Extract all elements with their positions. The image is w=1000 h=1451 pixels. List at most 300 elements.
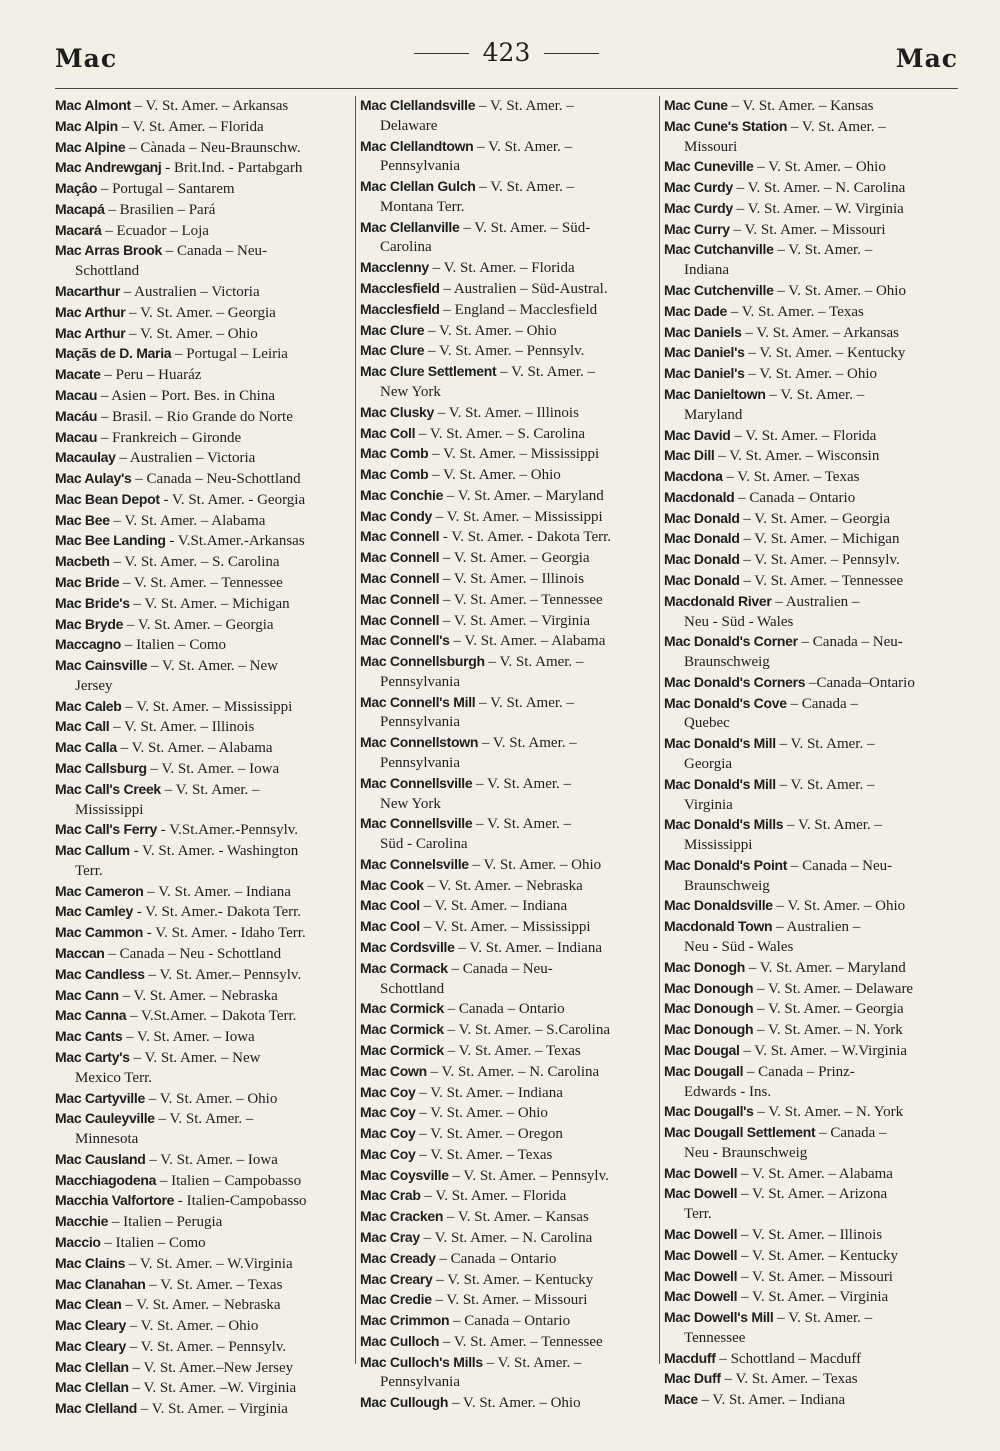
entry-continuation: Terr.: [684, 1206, 712, 1223]
gazetteer-entry: [55, 138, 351, 159]
entry-location: – V. St. Amer. –: [478, 98, 574, 114]
gazetteer-entry: [664, 240, 964, 281]
entry-headword: Macbeth: [55, 553, 110, 570]
gazetteer-entry: [360, 279, 658, 300]
gazetteer-entry: [360, 486, 658, 507]
gazetteer-entry: [664, 446, 964, 467]
entry-headword: Mac Curdy: [664, 199, 733, 216]
entry-headword: Mac Connellsville: [360, 774, 473, 791]
entry-headword: Mac Cune: [664, 97, 728, 113]
entry-location: – V. St. Amer. – Michigan: [743, 531, 900, 548]
entry-headword: Macapá: [55, 200, 105, 217]
entry-headword: Mac Clellandsville: [360, 97, 476, 113]
entry-headword: Mac Dowell: [664, 1288, 738, 1305]
gazetteer-entry: [55, 221, 351, 242]
entry-location: – Brasil. – Rio Grande do Norte: [100, 408, 293, 425]
entry-headword: Mac Donaldsville: [664, 897, 773, 914]
entry-location: – V. St. Amer. – Kentucky: [436, 1271, 594, 1288]
entry-location: –Canada–Ontario: [809, 674, 915, 691]
entry-headword: Mac Dade: [664, 302, 727, 319]
gazetteer-entry: [664, 1246, 964, 1267]
entry-location: – V. St. Amer. – Indiana: [458, 940, 602, 957]
entry-continuation: Neu - Süd - Wales: [684, 613, 794, 630]
entry-location: – Canada –: [819, 1125, 887, 1142]
entry-headword: Mac Cready: [360, 1249, 436, 1266]
gazetteer-entry: [664, 1287, 964, 1308]
gazetteer-entry: [360, 814, 658, 855]
entry-location: – V. St. Amer. – Ohio: [776, 898, 906, 915]
gazetteer-entry: [55, 1191, 351, 1212]
entry-location: – V. St. Amer. –: [476, 816, 572, 833]
entry-location: - V.St.Amer.-Arkansas: [169, 533, 305, 550]
right-running-head: Mac: [895, 44, 958, 73]
gazetteer-entry: [664, 385, 964, 426]
entry-location: – V. St. Amer. – N. York: [757, 1022, 903, 1039]
entry-location: – V. St. Amer. – Pennsylv.: [743, 552, 900, 569]
gazetteer-entry: [360, 137, 658, 178]
entry-continuation: Schottland: [380, 980, 445, 997]
entry-location: – V. St. Amer. – Mississippi: [125, 698, 293, 715]
gazetteer-entry: [55, 1233, 351, 1254]
entry-location: – V. St. Amer. – Virginia: [140, 1401, 288, 1418]
entry-location: – V. St. Amer. – Indiana: [419, 1084, 563, 1101]
entry-location: – V. St. Amer. – Florida: [734, 427, 877, 444]
entry-location: – V. St. Amer. – Kansas: [731, 98, 874, 114]
entry-headword: Mac Call's Creek: [55, 780, 161, 797]
gazetteer-entry: [360, 1041, 658, 1062]
entry-location: – V. St. Amer. – Texas: [724, 1371, 858, 1388]
entry-headword: Mac Clellandtown: [360, 137, 474, 154]
entry-location: – Ecuador – Loja: [105, 222, 209, 239]
entry-headword: Maccan: [55, 945, 105, 962]
gazetteer-entry: [55, 1316, 351, 1337]
column-3: [664, 96, 964, 1411]
gazetteer-entry: [360, 527, 658, 548]
entry-location: – V. St. Amer. – Delaware: [757, 980, 914, 997]
entry-location: – Canada – Ontario: [447, 1001, 565, 1018]
entry-location: – V. St. Amer. – Ohio: [427, 322, 557, 339]
entry-continuation: Missouri: [684, 138, 738, 155]
gazetteer-entry: [55, 841, 351, 882]
gazetteer-entry: [55, 344, 351, 365]
gazetteer-entry: [55, 1295, 351, 1316]
gazetteer-entry: [55, 738, 351, 759]
gazetteer-entry: [55, 428, 351, 449]
entry-location: – V. St. Amer. –: [500, 364, 596, 381]
gazetteer-entry: [55, 282, 351, 303]
entry-headword: Mac Danieltown: [664, 385, 766, 402]
gazetteer-entry: [664, 1225, 964, 1246]
gazetteer-entry: [360, 896, 658, 917]
gazetteer-entry: [360, 733, 658, 774]
entry-location: – V. St. Amer. – N. Carolina: [423, 1229, 593, 1246]
entry-headword: Macdonald: [664, 488, 735, 505]
entry-headword: Mac Arthur: [55, 303, 126, 320]
entry-continuation: Minnesota: [75, 1131, 139, 1148]
gazetteer-entry: [664, 1369, 964, 1390]
entry-location: – V. St. Amer. – Wisconsin: [718, 448, 880, 465]
entry-location: – Australien –: [776, 919, 861, 936]
entry-location: – V. St. Amer. – Virginia: [442, 612, 591, 629]
entry-location: – V. St. Amer. – Ohio: [129, 325, 258, 342]
entry-location: – V. St. Amer. – Ohio: [451, 1395, 581, 1412]
gazetteer-entry: [664, 96, 964, 117]
entry-headword: Mac Donald's Cove: [664, 694, 787, 711]
entry-headword: Mac Bee: [55, 511, 110, 528]
entry-headword: Mac Bee Landing: [55, 532, 166, 549]
entry-headword: Mac Connellsville: [360, 815, 473, 832]
entry-headword: Mac Clean: [55, 1296, 122, 1313]
gazetteer-entry: [664, 632, 964, 673]
entry-continuation: Jersey: [75, 677, 113, 694]
entry-headword: Mac Alpine: [55, 138, 126, 155]
entry-headword: Mac Clure: [360, 342, 425, 359]
entry-continuation: Georgia: [684, 756, 733, 772]
entry-location: - V.St.Amer.-Pennsylv.: [160, 822, 299, 839]
gazetteer-entry: [55, 902, 351, 923]
entry-location: – V. St. Amer. – Alabama: [453, 633, 606, 650]
entry-continuation: Mississippi: [684, 837, 753, 854]
entry-headword: Macchie: [55, 1213, 109, 1230]
entry-continuation: New York: [380, 795, 441, 812]
gazetteer-entry: [664, 1164, 964, 1185]
entry-location: – V. St. Amer. – Mississippi: [435, 508, 603, 525]
gazetteer-entry: [664, 1184, 964, 1225]
entry-headword: Mac Credie: [360, 1291, 432, 1308]
entry-continuation: Pennsylvania: [380, 714, 460, 731]
gazetteer-entry: [360, 1249, 658, 1270]
entry-location: – V. St. Amer. – Virginia: [741, 1289, 889, 1306]
entry-location: – Cànada – Neu-Braunschw.: [129, 139, 301, 156]
gazetteer-entry: [360, 362, 658, 403]
entry-headword: Mac Alpin: [55, 117, 118, 134]
column-divider: [659, 96, 660, 1364]
entry-location: – V. St. Amer. –: [488, 654, 584, 671]
gazetteer-entry: [55, 1089, 351, 1110]
entry-location: – V. St. Amer. – Missouri: [733, 221, 886, 238]
entry-location: – V. St. Amer. – Georgia: [442, 550, 590, 567]
entry-headword: Mac Clains: [55, 1254, 126, 1271]
entry-continuation: Pennsylvania: [380, 1374, 460, 1391]
entry-headword: Mac Cool: [360, 918, 420, 935]
gazetteer-entry: [360, 1228, 658, 1249]
entry-headword: Mac Connell's Mill: [360, 693, 476, 710]
gazetteer-entry: [360, 774, 658, 815]
entry-continuation: Braunschweig: [684, 654, 770, 671]
entry-headword: Macclesfield: [360, 300, 440, 317]
gazetteer-entry: [360, 876, 658, 897]
entry-location: – V. St. Amer. – Ohio: [748, 366, 878, 383]
entry-location: – V. St. Amer. –: [777, 242, 873, 259]
gazetteer-entry: [55, 241, 351, 282]
entry-headword: Mac Comb: [360, 445, 429, 462]
entry-headword: Mac Coy: [360, 1104, 416, 1121]
entry-headword: Mac Cormick: [360, 1000, 444, 1017]
entry-location: – V. St. Amer. – Pennsylv.: [452, 1167, 609, 1184]
gazetteer-entry: [55, 469, 351, 490]
gazetteer-entry: [360, 1166, 658, 1187]
entry-continuation: Montana Terr.: [380, 198, 465, 215]
entry-headword: Mac Cauleyville: [55, 1110, 155, 1127]
entry-location: – Canada – Neu-: [801, 634, 903, 651]
entry-headword: Mac Cartyville: [55, 1089, 145, 1106]
gazetteer-entry: [360, 1353, 658, 1394]
gazetteer-entry: [360, 341, 658, 362]
entry-headword: Mac Aulay's: [55, 470, 132, 487]
gazetteer-entry: [360, 569, 658, 590]
gazetteer-entry: [664, 1020, 964, 1041]
entry-location: – V. St. Amer. –: [787, 817, 882, 834]
entry-location: – V. St. Amer. –: [769, 386, 865, 403]
gazetteer-entry: [360, 1311, 658, 1332]
entry-headword: Mac Cormack: [360, 959, 448, 976]
entry-location: – V. St. Amer. – Alabama: [113, 512, 266, 529]
entry-location: – V. St. Amer. –: [476, 775, 572, 792]
gazetteer-entry: [360, 855, 658, 876]
entry-location: – V. St. Amer. – Arkansas: [134, 98, 289, 114]
entry-headword: Mac Bryde: [55, 615, 124, 632]
gazetteer-entry: [360, 444, 658, 465]
entry-location: – Italien – Como: [104, 1234, 206, 1251]
entry-headword: Mac Connell's: [360, 632, 450, 649]
entry-headword: Mac Curdy: [664, 179, 733, 196]
entry-location: – V. St. Amer. – Tennessee: [442, 591, 603, 608]
gazetteer-entry: [360, 590, 658, 611]
gazetteer-entry: [360, 1332, 658, 1353]
entry-headword: Mac Callsburg: [55, 760, 147, 776]
gazetteer-entry: [360, 1393, 658, 1414]
entry-headword: Mac Carty's: [55, 1048, 130, 1065]
entry-headword: Macdonald River: [664, 592, 772, 609]
entry-location: – V. St. Amer. – New: [133, 1049, 261, 1066]
gazetteer-entry: [664, 979, 964, 1000]
entry-headword: Mac Bride: [55, 573, 120, 590]
entry-headword: Mac Comb: [360, 466, 429, 483]
gazetteer-entry: [55, 1027, 351, 1048]
gazetteer-entry: [55, 407, 351, 428]
entry-location: – V. St. Amer. –: [477, 138, 573, 155]
entry-headword: Mac Conchie: [360, 486, 444, 503]
gazetteer-entry: [664, 529, 964, 550]
gazetteer-entry: [360, 1290, 658, 1311]
entry-continuation: Mississippi: [75, 801, 144, 818]
gazetteer-entry: [360, 1207, 658, 1228]
gazetteer-entry: [664, 1062, 964, 1103]
entry-location: – V. St. Amer. – Iowa: [149, 1151, 278, 1168]
gazetteer-entry: [55, 1337, 351, 1358]
gazetteer-entry: [360, 1145, 658, 1166]
entry-location: – V. St. Amer. – Illinois: [442, 570, 585, 587]
gazetteer-entry: [360, 218, 658, 259]
entry-headword: Macau: [55, 386, 98, 403]
entry-headword: Mac Donald: [664, 509, 740, 526]
entry-headword: Mac Cleary: [55, 1337, 126, 1354]
gazetteer-entry: [664, 1390, 964, 1411]
entry-location: – V. St. Amer. – Tennessee: [122, 574, 283, 591]
entry-location: – Canada – Neu - Schottland: [108, 946, 282, 963]
gazetteer-entry: [360, 300, 658, 321]
gazetteer-entry: [55, 923, 351, 944]
entry-headword: Mac Cool: [360, 897, 420, 914]
entry-location: – V. St. Amer. – Georgia: [757, 1001, 904, 1018]
entry-location: – V. St. Amer. – Florida: [424, 1188, 567, 1205]
entry-headword: Mac Clanahan: [55, 1275, 146, 1292]
gazetteer-entry: [55, 635, 351, 656]
gazetteer-entry: [664, 1349, 964, 1370]
entry-location: – Australien – Süd-Austral.: [443, 281, 608, 298]
gazetteer-entry: [664, 673, 964, 694]
gazetteer-entry: [664, 178, 964, 199]
entry-headword: Maçãs de D. Maria: [55, 345, 172, 362]
entry-headword: Mac Connell: [360, 611, 440, 628]
gazetteer-entry: [664, 1308, 964, 1349]
entry-location: – V. St. Amer. –W. Virginia: [132, 1380, 297, 1397]
entry-headword: Mac Cook: [360, 876, 424, 893]
gazetteer-entry: [664, 592, 964, 633]
entry-location: – V. St. Amer. – Kentucky: [741, 1247, 898, 1264]
entry-location: - V. St. Amer. - Georgia: [163, 491, 306, 508]
entry-headword: Macdonald Town: [664, 918, 773, 935]
entry-headword: Mac Donald's Mill: [664, 775, 776, 792]
entry-headword: Mac Crimmon: [360, 1312, 450, 1329]
gazetteer-entry: [664, 467, 964, 488]
gazetteer-entry: [55, 615, 351, 636]
entry-location: – V. St. Amer. –: [779, 736, 875, 753]
entry-location: – V. St. Amer. – Ohio: [432, 467, 561, 484]
entry-location: – Brasilien – Pará: [108, 201, 216, 218]
gazetteer-entry: [664, 694, 964, 735]
entry-continuation: Carolina: [380, 239, 432, 256]
gazetteer-entry: [664, 157, 964, 178]
entry-location: – V. St. Amer. – Georgia: [129, 304, 276, 321]
entry-headword: Mac Arthur: [55, 324, 126, 341]
entry-headword: Mac Canna: [55, 1007, 127, 1024]
entry-location: – V. St. Amer. – Alabama: [741, 1165, 893, 1182]
entry-continuation: Neu - Braunschweig: [684, 1144, 808, 1161]
entry-location: – Canada – Ontario: [453, 1313, 571, 1330]
left-running-head: Mac: [55, 44, 118, 73]
entry-location: – V. St. Amer. – Tennessee: [743, 572, 904, 589]
entry-headword: Mac Donald: [664, 530, 740, 547]
entry-headword: Mac Coll: [360, 424, 416, 441]
gazetteer-entry: [55, 944, 351, 965]
gazetteer-entry: [664, 896, 964, 917]
entry-location: – V. St. Amer. – Pennsylv.: [129, 1338, 287, 1355]
entry-headword: Macau: [55, 428, 98, 445]
entry-location: – V. St. Amer. – Mississippi: [423, 919, 591, 936]
entry-continuation: Neu - Süd - Wales: [684, 939, 794, 956]
entry-headword: Mac Cray: [360, 1228, 420, 1245]
entry-location: - V. St. Amer.- Dakota Terr.: [136, 904, 302, 921]
entry-location: - Italien-Campobasso: [177, 1193, 307, 1210]
entry-location: – V. St. Amer. – Texas: [726, 469, 860, 486]
entry-location: – V. St. Amer. – Missouri: [435, 1292, 588, 1309]
gazetteer-entry: [55, 717, 351, 738]
gazetteer-entry: [55, 117, 351, 138]
entry-location: – V. St. Amer. – Maryland: [748, 959, 906, 976]
gazetteer-entry: [360, 1124, 658, 1145]
entry-location: – Canada – Neu-: [165, 243, 267, 260]
entry-headword: Mac Donough: [664, 1021, 754, 1038]
entry-location: – V. St. Amer. – Michigan: [133, 595, 290, 612]
gazetteer-entry: [664, 550, 964, 571]
entry-headword: Mac Call's Ferry: [55, 821, 158, 838]
gazetteer-entry: [664, 917, 964, 958]
entry-headword: Mac Cammon: [55, 924, 144, 941]
entry-location: – Australien – Victoria: [123, 284, 260, 301]
gazetteer-entry: [664, 343, 964, 364]
entry-headword: Mac Cainsville: [55, 657, 148, 674]
entry-headword: Mac Connelsville: [360, 855, 469, 872]
entry-headword: Mac Donald: [664, 551, 740, 568]
gazetteer-entry: [55, 573, 351, 594]
gazetteer-entry: [55, 179, 351, 200]
gazetteer-entry: [360, 258, 658, 279]
entry-headword: Mac Cown: [360, 1062, 427, 1079]
entry-headword: Mac Daniels: [664, 323, 742, 340]
entry-headword: Mac Donald: [664, 571, 740, 588]
entry-headword: Mac Bride's: [55, 594, 130, 611]
gazetteer-entry: [360, 548, 658, 569]
entry-location: – England – Macclesfield: [443, 301, 598, 318]
entry-location: – V.St.Amer. – Dakota Terr.: [129, 1008, 297, 1025]
gazetteer-entry: [664, 1102, 964, 1123]
gazetteer-entry: [55, 531, 351, 552]
entry-headword: Mac Cracken: [360, 1208, 444, 1225]
entry-location: – Canada –: [790, 695, 858, 712]
entry-location: – V. St. Amer. – W.Virginia: [128, 1255, 293, 1272]
entry-location: – V. St. Amer. – N. Carolina: [430, 1063, 600, 1080]
entry-location: – V. St. Amer. – Pennsylv.: [427, 343, 585, 360]
entry-location: – V. St. Amer. – S. Carolina: [418, 425, 586, 442]
gazetteer-entry: [664, 117, 964, 158]
entry-location: – V. St. Amer. – Maryland: [446, 487, 604, 504]
entry-headword: Mac Dowell: [664, 1246, 738, 1263]
entry-headword: Mace: [664, 1391, 698, 1408]
entry-headword: Mac Calla: [55, 739, 117, 756]
gazetteer-entry: [55, 96, 351, 117]
gazetteer-entry: [664, 509, 964, 530]
entry-location: – V. St. Amer. – Süd-: [463, 219, 591, 236]
gazetteer-entry: [664, 281, 964, 302]
entry-headword: Mac Dill: [664, 447, 715, 464]
entry-headword: Mac Dowell: [664, 1225, 738, 1242]
entry-location: – Canada – Neu-: [790, 857, 893, 874]
entry-headword: Mac Culloch's Mills: [360, 1353, 483, 1370]
entry-location: – V. St. Amer. – Illinois: [437, 404, 579, 421]
gazetteer-entry: [55, 448, 351, 469]
entry-headword: Macchiagodena: [55, 1171, 157, 1188]
entry-continuation: Terr.: [75, 862, 103, 879]
entry-location: - V. St. Amer. - Dakota Terr.: [442, 529, 612, 546]
gazetteer-entry: [360, 96, 658, 137]
gazetteer-entry: [55, 759, 351, 780]
entry-location: – V. St. Amer. –: [777, 1310, 873, 1327]
entry-headword: Mac Cann: [55, 986, 119, 1003]
entry-location: – V. St. Amer. – W.Virginia: [743, 1042, 908, 1059]
gazetteer-entry: [55, 882, 351, 903]
entry-location: – V. St. Amer. – Ohio: [419, 1105, 548, 1122]
column-divider: [355, 96, 356, 1364]
gazetteer-entry: [55, 365, 351, 386]
entry-location: – V. St. Amer. – Arizona: [741, 1186, 888, 1203]
gazetteer-entry: [664, 199, 964, 220]
entry-location: – V. St. Amer. – Texas: [730, 303, 864, 320]
entry-headword: Mac Clure Settlement: [360, 363, 497, 380]
entry-headword: Mac Connellstown: [360, 734, 479, 751]
gazetteer-entry: [360, 1270, 658, 1291]
entry-continuation: New York: [380, 383, 441, 400]
